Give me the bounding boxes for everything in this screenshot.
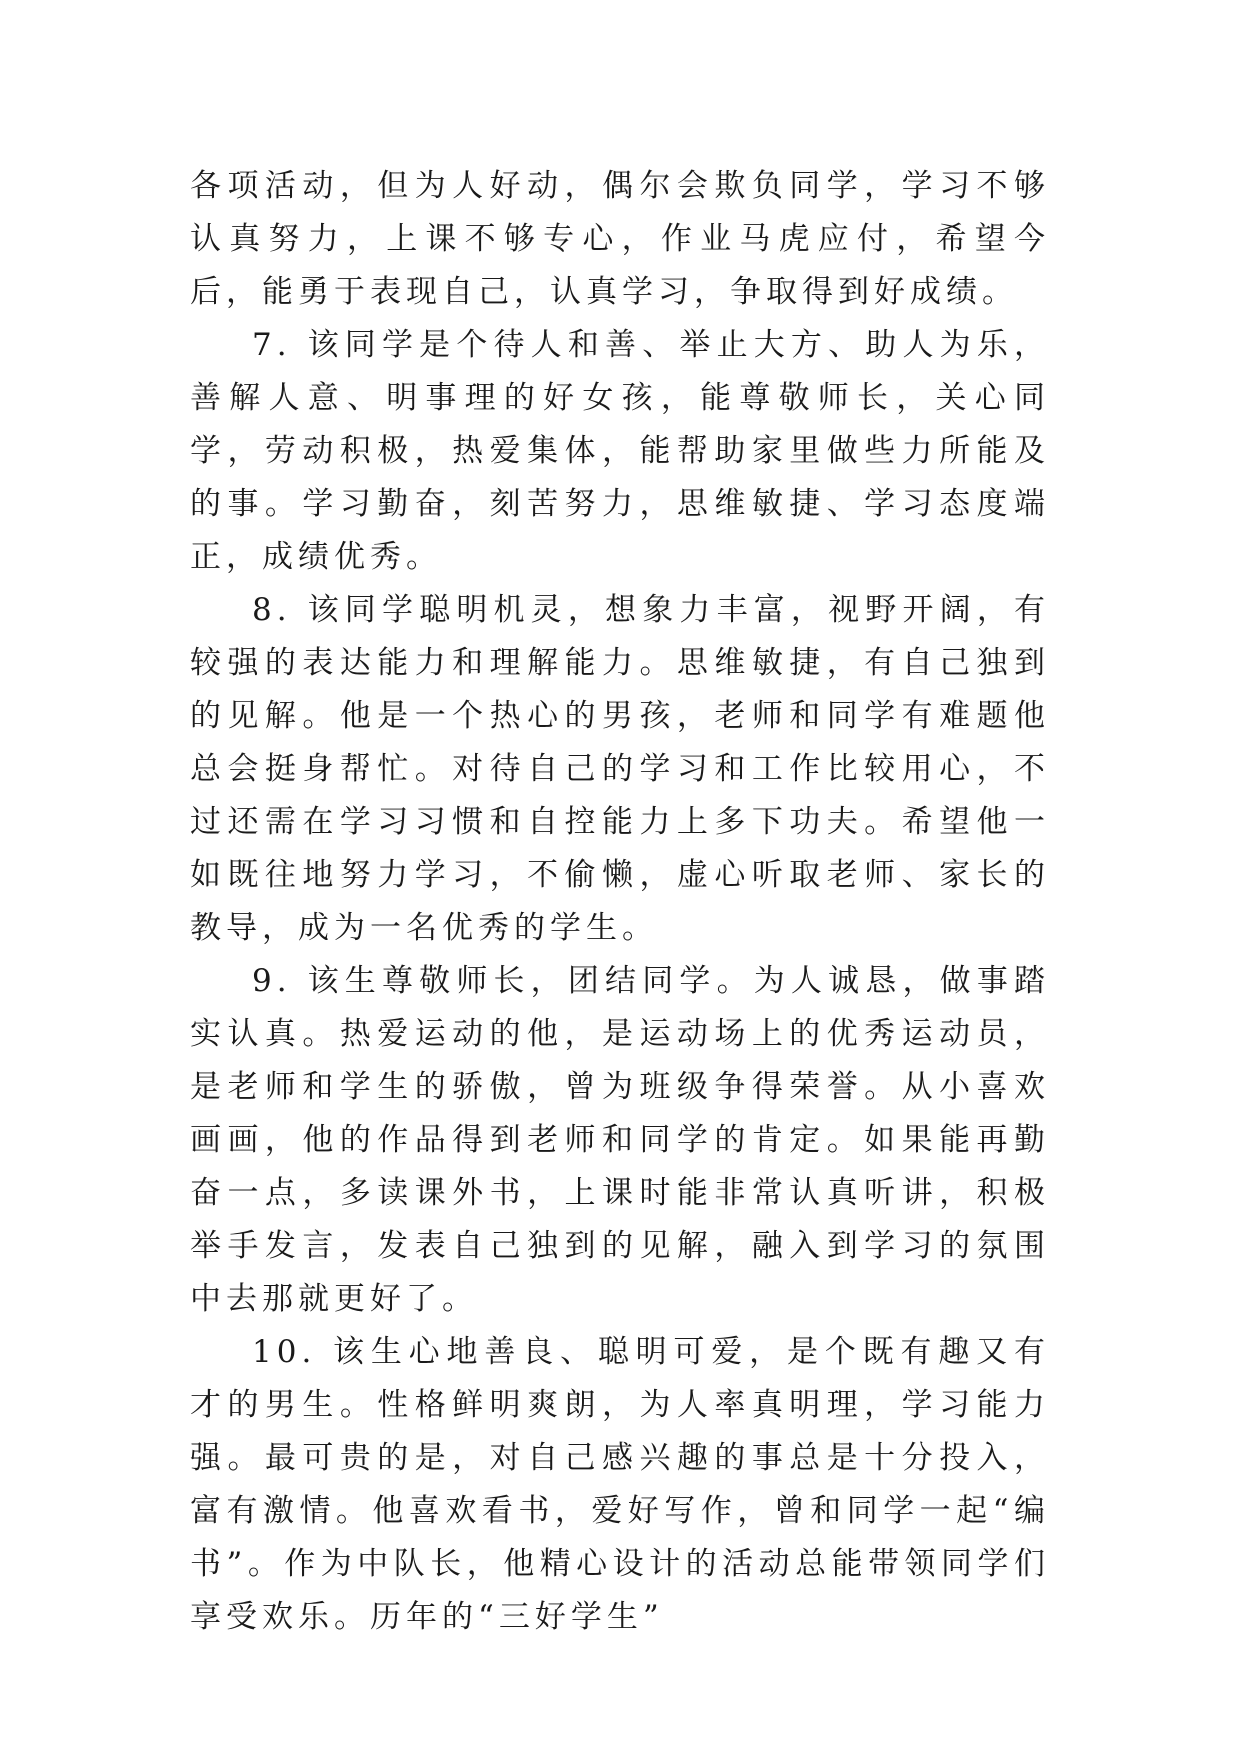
paragraph-comment-9: 9. 该生尊敬师长，团结同学。为人诚恳，做事踏实认真。热爱运动的他，是运动场上的优秀运动员，是老师和学生的骄傲，曾为班级争得荣誉。从小喜欢画画，他的作品得到老师和同学的肯定。如果能再勤奋一点，多读课外书，上课时能非常认真听讲，积极举手发言，发表自己独到的见解，融入到学习的氛围中去那就更好了。 bbox=[190, 963, 1050, 1317]
paragraph-comment-8: 8. 该同学聪明机灵，想象力丰富，视野开阔，有较强的表达能力和理解能力。思维敏捷，有自己独到的见解。他是一个热心的男孩，老师和同学有难题他总会挺身帮忙。对待自己的学习和工作比较用心，不过还需在学习习惯和自控能力上多下功夫。希望他一如既往地努力学习，不偷懒，虚心听取老师、家长的教导，成为一名优秀的学生。 bbox=[190, 592, 1050, 946]
paragraph-comment-7: 7. 该同学是个待人和善、举止大方、助人为乐，善解人意、明事理的好女孩，能尊敬师长，关心同学，劳动积极，热爱集体，能帮助家里做些力所能及的事。学习勤奋，刻苦努力，思维敏捷、学习态度端正，成绩优秀。 bbox=[190, 327, 1050, 575]
paragraph-comment-10: 10. 该生心地善良、聪明可爱，是个既有趣又有才的男生。性格鲜明爽朗，为人率真明理，学习能力强。最可贵的是，对自己感兴趣的事总是十分投入，富有激情。他喜欢看书，爱好写作，曾和同学一起“编书”。作为中队长，他精心设计的活动总能带领同学们享受欢乐。历年的“三好学生” bbox=[190, 1334, 1050, 1635]
paragraph-continued: 各项活动，但为人好动，偶尔会欺负同学，学习不够认真努力，上课不够专心，作业马虎应付，希望今后，能勇于表现自己，认真学习，争取得到好成绩。 bbox=[190, 168, 1050, 310]
document-body bbox=[190, 160, 1050, 1644]
